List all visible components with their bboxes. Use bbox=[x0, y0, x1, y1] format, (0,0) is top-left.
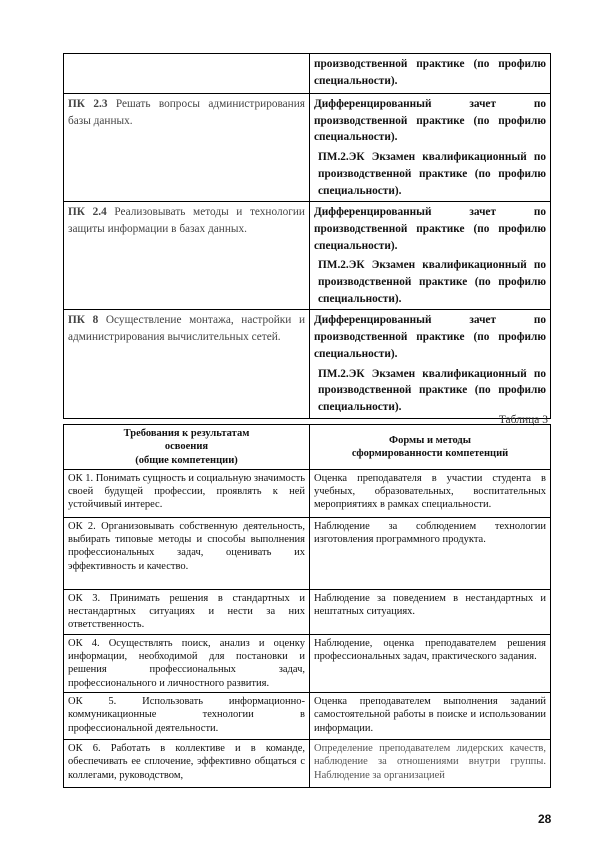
table-row bbox=[64, 202, 551, 310]
table-cell-requirement: ОК 6. Работать в коллективе и в команде, обеспечивать ее сплочение, эффективно общаться с коллегами, руководством, bbox=[64, 739, 310, 787]
table-cell-form: Наблюдение, оценка преподавателем решения профессиональных задач, практического задания. bbox=[310, 634, 551, 692]
table-cell-requirement bbox=[64, 94, 310, 202]
competency-text: Осуществление монтажа, настройки и администрирования вычислительных сетей. bbox=[68, 314, 305, 344]
competency-table-professional bbox=[63, 53, 551, 419]
header-line: освоения bbox=[164, 441, 209, 453]
assessment-form: ПМ.2.ЭК Экзамен квалификационный по производственной практике (по профилю специальности). bbox=[318, 367, 546, 413]
header-requirements bbox=[64, 425, 310, 470]
table-cell-requirement: ОК 1. Понимать сущность и социальную значимость своей будущей профессии, проявлять к ней устойчивый интерес. bbox=[64, 469, 310, 517]
table-header-row bbox=[64, 425, 551, 470]
assessment-form: производственной практике (по профилю специальности). bbox=[314, 58, 546, 87]
table-row bbox=[64, 310, 551, 418]
table-row bbox=[64, 469, 551, 517]
competency-table-general bbox=[63, 424, 551, 788]
table-cell-requirement bbox=[64, 54, 310, 94]
table-row bbox=[64, 634, 551, 692]
competency-text: Решать вопросы администрирования базы данных. bbox=[68, 98, 305, 127]
table-row bbox=[64, 589, 551, 634]
assessment-form: Дифференцированный зачет по производственной практике (по профилю специальности). bbox=[314, 98, 546, 144]
table-row bbox=[64, 692, 551, 739]
table-cell-requirement bbox=[64, 310, 310, 418]
assessment-form: ПМ.2.ЭК Экзамен квалификационный по производственной практике (по профилю специальности). bbox=[318, 259, 546, 305]
table-row bbox=[64, 54, 551, 94]
header-line: Требования к результатам bbox=[123, 428, 250, 439]
competency-text: Реализовывать методы и технологии защиты информации в базах данных. bbox=[68, 206, 305, 235]
header-line: сформированности компетенций bbox=[351, 447, 509, 459]
assessment-form: ПМ.2.ЭК Экзамен квалификационный по производственной практике (по профилю специальности). bbox=[318, 151, 546, 197]
header-line: Формы и методы bbox=[389, 434, 471, 446]
table-cell-form: Оценка преподавателем выполнения заданий самостоятельной работы в поиске и использовании информации. bbox=[310, 692, 551, 739]
table-row bbox=[64, 517, 551, 589]
header-forms bbox=[310, 425, 551, 470]
table-cell-form bbox=[310, 202, 551, 310]
competency-code: ПК 2.3 bbox=[68, 98, 108, 110]
table-cell-requirement: ОК 4. Осуществлять поиск, анализ и оценку информации, необходимой для постановки и решения профессиональных задач, профессионального и личностного развития. bbox=[64, 634, 310, 692]
table-cell-form bbox=[310, 54, 551, 94]
assessment-form: Дифференцированный зачет по производственной практике (по профилю специальности). bbox=[314, 314, 546, 360]
assessment-form: Дифференцированный зачет по производственной практике (по профилю специальности). bbox=[314, 206, 546, 252]
table-cell-form: Определение преподавателем лидерских качеств, наблюдение за отношениями внутри группы. Наблюдение за организацией bbox=[310, 739, 551, 787]
table-cell-form bbox=[310, 94, 551, 202]
header-line: (общие компетенции) bbox=[135, 454, 238, 466]
table-cell-requirement: ОК 5. Использовать информационно-коммуникационные технологии в профессиональной деятельности. bbox=[64, 692, 310, 739]
table-cell-requirement: ОК 2. Организовывать собственную деятельность, выбирать типовые методы и способы выполнения профессиональных задач, оценивать их эффективность и качество. bbox=[64, 517, 310, 589]
competency-code: ПК 8 bbox=[68, 314, 99, 327]
table-cell-form: Наблюдение за соблюдением технологии изготовления программного продукта. bbox=[310, 517, 551, 589]
table-caption: Таблица 3 bbox=[498, 414, 548, 426]
competency-code: ПК 2.4 bbox=[68, 206, 107, 219]
table-row bbox=[64, 739, 551, 787]
table-cell-form: Наблюдение за поведением в нестандартных и нештатных ситуациях. bbox=[310, 589, 551, 634]
table-cell-requirement bbox=[64, 202, 310, 310]
table-cell-form: Оценка преподавателя в участии студента в учебных, образовательных, воспитательных мероприятиях в рамках специальности. bbox=[310, 469, 551, 517]
table-cell-requirement: ОК 3. Принимать решения в стандартных и нестандартных ситуациях и нести за них ответственность. bbox=[64, 589, 310, 634]
table-cell-form bbox=[310, 310, 551, 418]
table-row bbox=[64, 94, 551, 202]
page-number: 28 bbox=[538, 812, 552, 826]
